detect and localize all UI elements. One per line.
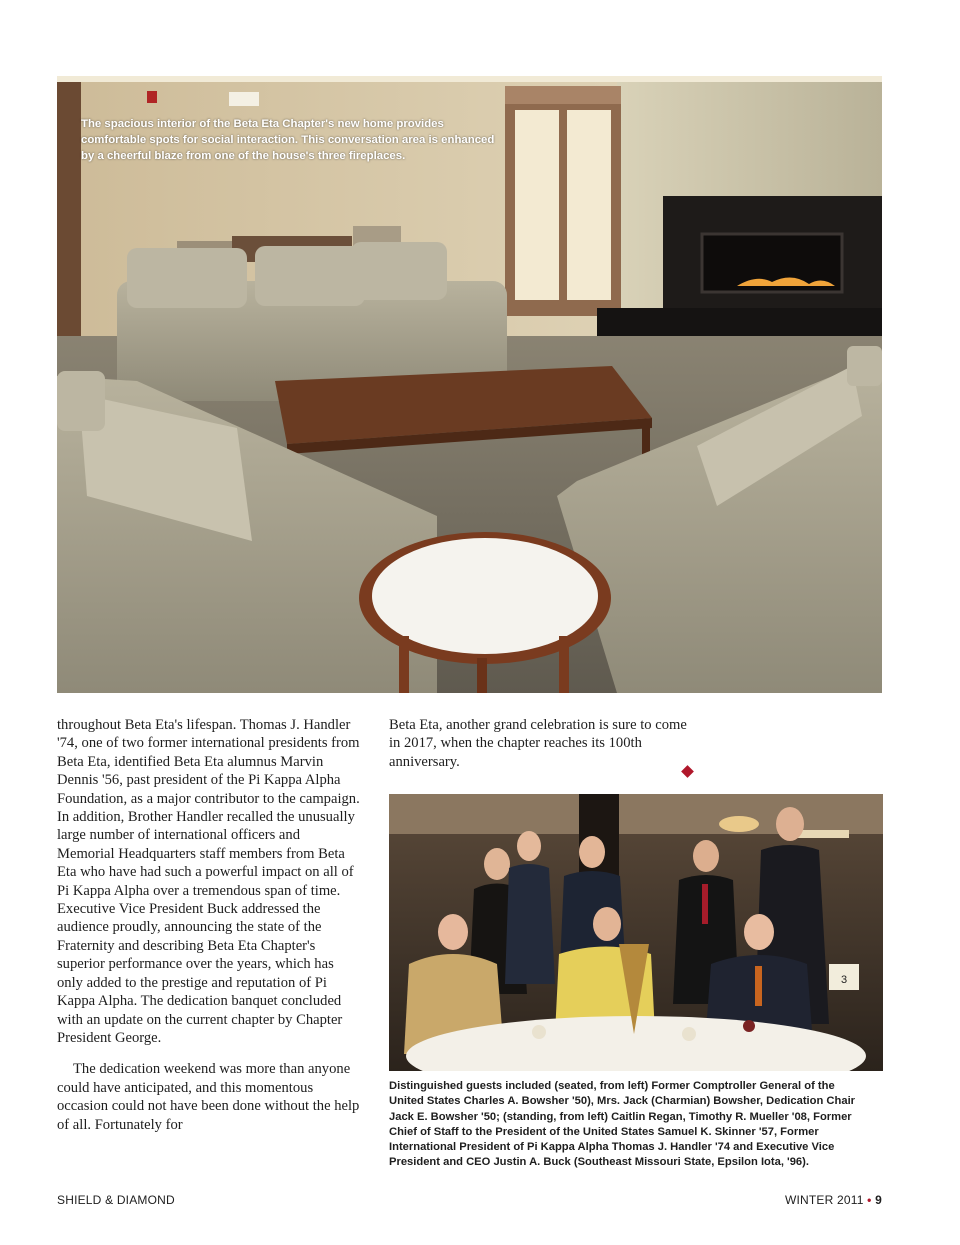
issue-label: WINTER 2011 — [784, 1193, 864, 1207]
publication-name: SHIELD & DIAMOND — [57, 1193, 175, 1207]
folio-separator: • — [867, 1193, 872, 1207]
article-paragraph: The dedication weekend was more than anyone could have anticipated, and this momentous occasion could not have been done without the help of all. Fortunately for — [57, 1061, 360, 1133]
table-number-card: 3 — [840, 974, 848, 986]
article-paragraph: throughout Beta Eta's lifespan. Thomas J. Handler '74, one of two former international presidents from Beta Eta, identified Beta Eta alumnus Marvin Dennis '56, past president of the Pi Kappa Alpha Foundation, as a major contributor to the campaign. In addition, Brother Handler recalled the unusually large number of international officers and Memorial Headquarters staff members from Beta Eta who have had such a powerful impact on all of Pi Kappa Alpha over a tremendous span of time. Executive Vice President Buck addressed the audience proudly, announcing the state of the Fraternity and describing Beta Eta Chapter's superior performance over the years, which has only added to the prestige and reputation of Pi Kappa Alpha. The dedication banquet concluded with an update on the current chapter by Chapter President George. — [57, 717, 360, 1046]
article-column-right — [389, 716, 689, 771]
top-photo-caption: The spacious interior of the Beta Eta Chapter's new home provides comfortable spots for social interaction. This conversation area is enhanced by a cheerful blaze from one of the house's three fireplaces. — [81, 118, 495, 162]
group-photo-caption: Distinguished guests included (seated, from left) Former Comptroller General of the United States Charles A. Bowsher '50), Mrs. Jack (Charmian) Bowsher, Dedication Chair Jack E. Bowsher '50; (standing, from left) Caitlin Regan, Timothy R. Mueller '08, Former Chief of Staff to the President of the United States Samuel K. Skinner '57, Former International President of Pi Kappa Alpha Thomas J. Handler '74 and Executive Vice President and CEO Justin A. Buck (Southeast Missouri State, Epsilon Iota, '96). — [389, 1080, 856, 1169]
article-column-left — [57, 716, 360, 1134]
article-paragraph: Beta Eta, another grand celebration is sure to come in 2017, when the chapter reaches its 100th anniversary. — [389, 717, 687, 770]
living-room-illustration — [57, 76, 882, 693]
page-number: 9 — [875, 1193, 882, 1207]
group-photo — [389, 794, 883, 1071]
group-photo-illustration — [389, 794, 883, 1071]
living-room-photo — [57, 76, 882, 693]
page-folio — [785, 1193, 882, 1207]
